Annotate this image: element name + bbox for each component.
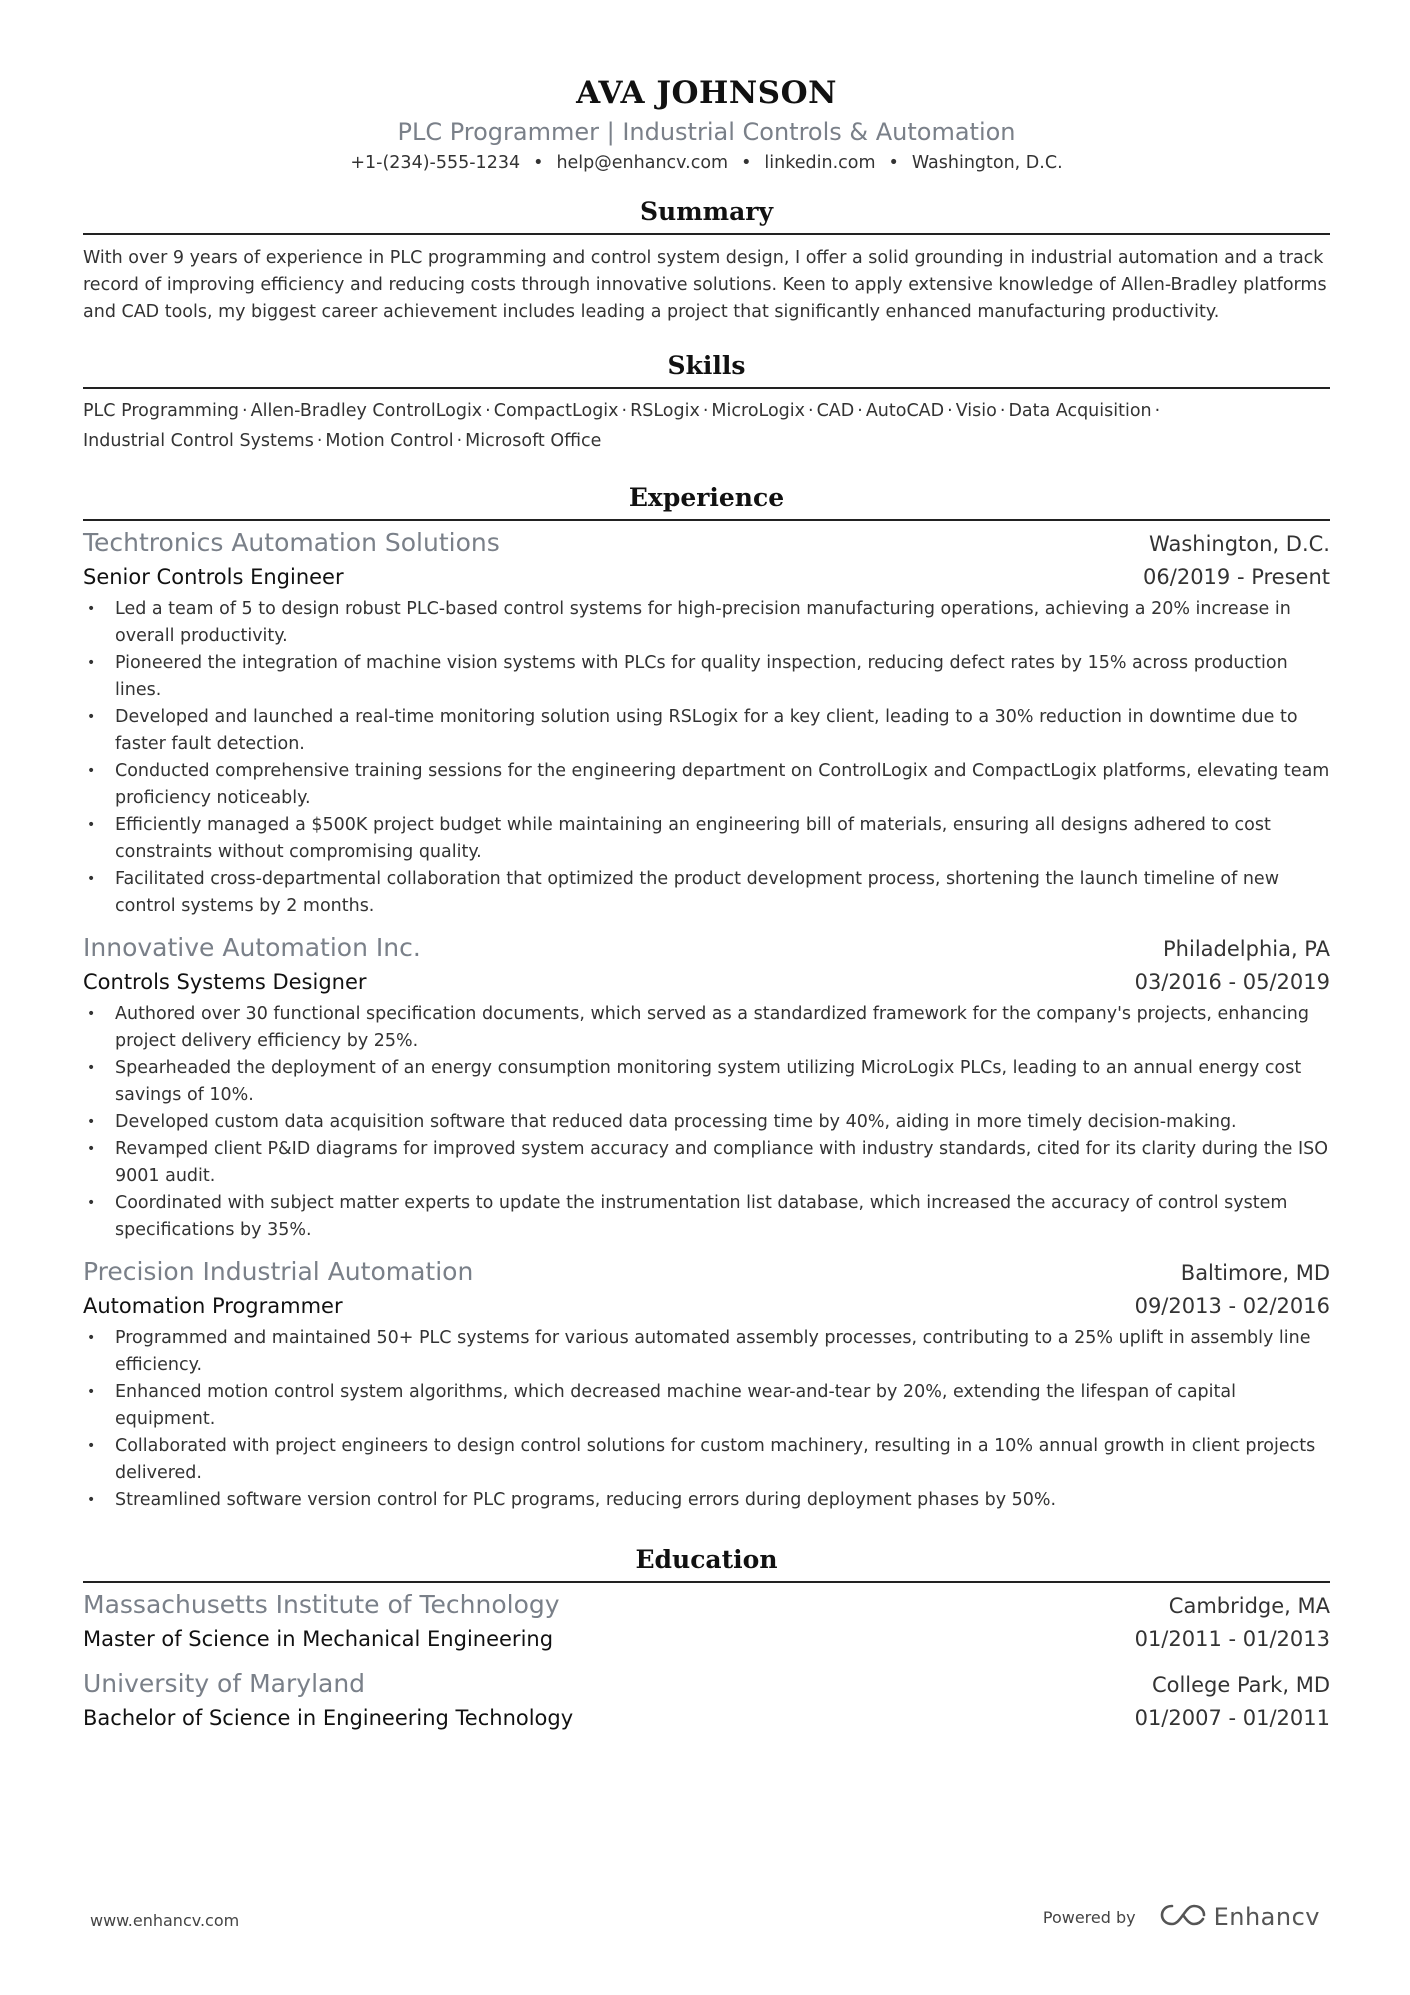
company-name: Techtronics Automation Solutions bbox=[83, 528, 500, 557]
list-item: • Spearheaded the deployment of an energy consumption monitoring system utilizing MicroLogix PLCs, leading to an annual energy cost savings of 10%. bbox=[87, 1058, 1302, 1105]
skill-item: CAD bbox=[816, 401, 855, 421]
contact-email[interactable]: help@enhancv.com bbox=[556, 153, 729, 173]
skills-section bbox=[83, 347, 1330, 456]
list-item: • Revamped client P&ID diagrams for improved system accuracy and compliance with industry standards, cited for its clarity during the ISO 9001 audit. bbox=[87, 1139, 1329, 1186]
powered-by bbox=[1043, 1902, 1320, 1932]
contact-linkedin[interactable]: linkedin.com bbox=[764, 153, 876, 173]
job-title: Senior Controls Engineer bbox=[83, 565, 344, 589]
skill-item: RSLogix bbox=[630, 401, 700, 421]
school-name: Massachusetts Institute of Technology bbox=[83, 1590, 560, 1619]
bullet-separator: • bbox=[888, 153, 899, 173]
job-title: Automation Programmer bbox=[83, 1294, 343, 1318]
list-item: • Pioneered the integration of machine vision systems with PLCs for quality inspection, reducing defect rates by 15% across production lines. bbox=[87, 653, 1288, 700]
list-item: • Collaborated with project engineers to design control solutions for custom machinery, resulting in a 10% annual growth in client projects delivered. bbox=[87, 1436, 1316, 1483]
job-dates: 09/2013 - 02/2016 bbox=[1134, 1294, 1330, 1318]
job-location: Washington, D.C. bbox=[1149, 532, 1330, 556]
enhancv-logo-icon bbox=[1160, 1902, 1206, 1932]
experience-entry bbox=[83, 932, 1330, 1244]
list-item: • Streamlined software version control for PLC programs, reducing errors during deployment phases by 50%. bbox=[87, 1490, 1057, 1510]
experience-section bbox=[83, 479, 1330, 1514]
company-name: Precision Industrial Automation bbox=[83, 1257, 474, 1286]
skill-item: AutoCAD bbox=[865, 401, 945, 421]
candidate-name: AVA JOHNSON bbox=[576, 75, 837, 111]
experience-entry bbox=[83, 1256, 1330, 1514]
achievement-list bbox=[83, 1001, 1330, 1244]
degree: Master of Science in Mechanical Engineering bbox=[83, 1627, 554, 1651]
contact-location: Washington, D.C. bbox=[911, 153, 1063, 173]
education-entry bbox=[83, 1668, 1330, 1735]
section-divider bbox=[83, 233, 1330, 235]
degree: Bachelor of Science in Engineering Technology bbox=[83, 1706, 574, 1730]
resume-page bbox=[83, 72, 1330, 1735]
school-location: Cambridge, MA bbox=[1168, 1594, 1330, 1618]
list-item: • Enhanced motion control system algorithms, which decreased machine wear-and-tear by 20%, extending the lifespan of capital equipment. bbox=[87, 1382, 1236, 1429]
contact-phone[interactable]: +1-(234)-555-1234 bbox=[350, 153, 521, 173]
list-item: • Facilitated cross-departmental collaboration that optimized the product development process, shortening the launch timeline of new control systems by 2 months. bbox=[87, 869, 1280, 916]
powered-by-label: Powered by bbox=[1042, 1907, 1136, 1927]
skills-list: PLC Programming · Allen-Bradley ControlLogix · CompactLogix · RSLogix · MicroLogix · CAD · AutoCAD · Visio · Data Acquisition · Industrial Control Systems · Motion Control · Microsoft Office bbox=[83, 401, 1161, 451]
bullet-separator: • bbox=[741, 153, 752, 173]
experience-entry bbox=[83, 527, 1330, 920]
list-item: • Coordinated with subject matter experts to update the instrumentation list database, which increased the accuracy of control system specifications by 35%. bbox=[87, 1193, 1288, 1240]
list-item: • Developed and launched a real-time monitoring solution using RSLogix for a key client, leading to a 30% reduction in downtime due to faster fault detection. bbox=[87, 707, 1298, 754]
education-dates: 01/2011 - 01/2013 bbox=[1134, 1627, 1330, 1651]
education-entry bbox=[83, 1589, 1330, 1656]
skill-item: Visio bbox=[955, 401, 997, 421]
skill-item: MicroLogix bbox=[711, 401, 805, 421]
list-item: • Authored over 30 functional specification documents, which served as a standardized framework for the company's projects, enhancing project delivery efficiency by 25%. bbox=[87, 1004, 1309, 1051]
summary-text: With over 9 years of experience in PLC programming and control system design, I offer a solid grounding in industrial automation and a track record of improving efficiency and reducing costs through innovative solutions. Keen to apply extensive knowledge of Allen-Bradley platforms and CAD tools, my biggest career achievement includes leading a project that significantly enhanced manufacturing productivity. bbox=[83, 248, 1327, 322]
page-footer bbox=[90, 1900, 1320, 1940]
candidate-headline: PLC Programmer | Industrial Controls & Automation bbox=[397, 118, 1016, 146]
section-divider bbox=[83, 1581, 1330, 1583]
job-location: Baltimore, MD bbox=[1180, 1261, 1330, 1285]
school-location: College Park, MD bbox=[1151, 1673, 1330, 1697]
list-item: • Programmed and maintained 50+ PLC systems for various automated assembly processes, contributing to a 25% uplift in assembly line efficiency. bbox=[87, 1328, 1311, 1375]
skill-item: Allen-Bradley ControlLogix bbox=[250, 401, 483, 421]
skill-item: Motion Control bbox=[325, 430, 454, 451]
section-divider bbox=[83, 519, 1330, 521]
job-dates: 06/2019 - Present bbox=[1143, 565, 1330, 589]
list-item: • Efficiently managed a $500K project budget while maintaining an engineering bill of materials, ensuring all designs adhered to cost constraints without compromising quality. bbox=[87, 815, 1271, 862]
skill-item: PLC Programming bbox=[83, 401, 240, 421]
list-item: • Led a team of 5 to design robust PLC-based control systems for high-precision manufacturing operations, achieving a 20% increase in overall productivity. bbox=[87, 599, 1291, 646]
brand-name[interactable]: Enhancv bbox=[1213, 1903, 1320, 1931]
footer-url[interactable]: www.enhancv.com bbox=[90, 1911, 240, 1930]
resume-header bbox=[83, 72, 1330, 176]
education-dates: 01/2007 - 01/2011 bbox=[1134, 1706, 1330, 1730]
job-location: Philadelphia, PA bbox=[1163, 937, 1330, 961]
school-name: University of Maryland bbox=[83, 1669, 366, 1698]
summary-section bbox=[83, 193, 1330, 326]
achievement-list bbox=[83, 1325, 1330, 1514]
section-title: Skills bbox=[667, 351, 746, 380]
list-item: • Developed custom data acquisition software that reduced data processing time by 40%, aiding in more timely decision-making. bbox=[87, 1112, 1237, 1132]
skill-item: Industrial Control Systems bbox=[83, 430, 314, 451]
education-section bbox=[83, 1541, 1330, 1735]
section-title: Education bbox=[635, 1545, 778, 1574]
contact-line bbox=[83, 150, 1330, 176]
achievement-list bbox=[83, 596, 1330, 920]
bullet-separator: • bbox=[533, 153, 544, 173]
list-item: • Conducted comprehensive training sessions for the engineering department on ControlLogix and CompactLogix platforms, elevating team proficiency noticeably. bbox=[87, 761, 1330, 808]
job-dates: 03/2016 - 05/2019 bbox=[1134, 970, 1330, 994]
section-title: Experience bbox=[628, 483, 785, 512]
skill-item: CompactLogix bbox=[493, 401, 619, 421]
job-title: Controls Systems Designer bbox=[83, 970, 367, 994]
skill-item: Microsoft Office bbox=[465, 430, 602, 451]
company-name: Innovative Automation Inc. bbox=[83, 933, 421, 962]
section-title: Summary bbox=[639, 197, 774, 226]
section-divider bbox=[83, 387, 1330, 389]
skill-item: Data Acquisition bbox=[1008, 401, 1152, 421]
